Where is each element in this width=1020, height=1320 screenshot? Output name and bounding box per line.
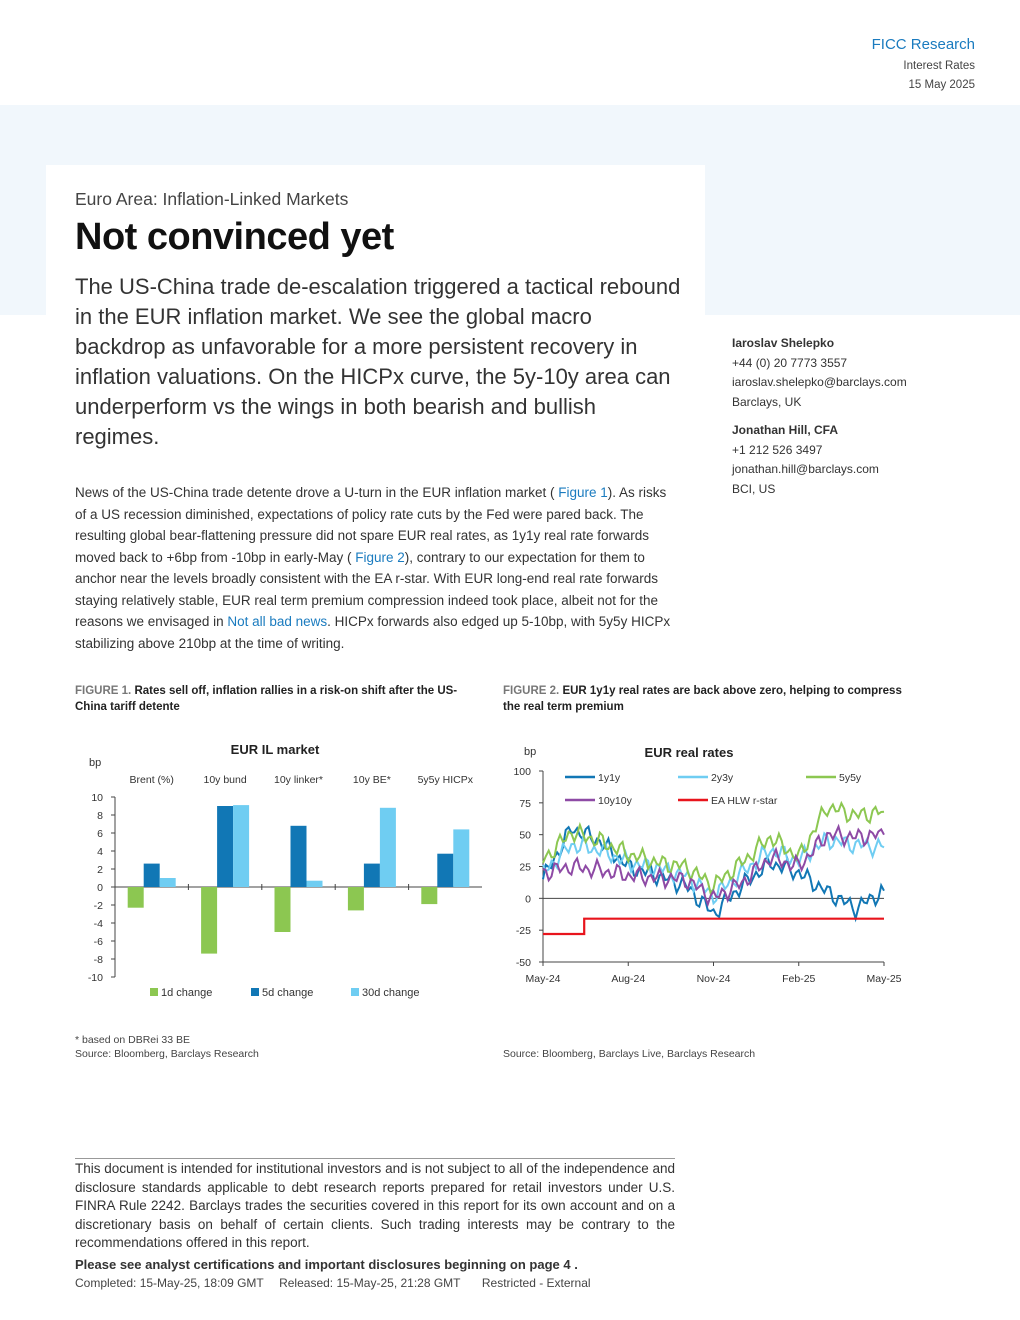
bar-30d-change <box>453 829 469 887</box>
y-tick-label: -25 <box>515 925 531 938</box>
author-name: Jonathan Hill, CFA <box>732 423 839 437</box>
body-paragraph <box>75 482 675 654</box>
figure-1-source: Source: Bloomberg, Barclays Research <box>75 1048 259 1060</box>
author-email[interactable]: jonathan.hill@barclays.com <box>732 462 879 476</box>
category-label: 10y bund <box>203 774 247 786</box>
x-tick-label: Nov-24 <box>696 973 731 985</box>
bar-1d-change <box>201 887 217 954</box>
category-label: 5y5y HICPx <box>417 774 474 786</box>
bar-5d-change <box>364 864 380 887</box>
y-tick-label: 10 <box>91 792 103 804</box>
kicker: Euro Area: Inflation-Linked Markets <box>75 189 349 209</box>
figure-caption-text: Rates sell off, inflation rallies in a risk-on shift after the US-China tariff detente <box>75 685 458 713</box>
body-text: ), contrary to our expectation for them to anchor near the levels broadly consistent with the EA r-star. With EUR long-end real rate forwards staying relatively stable, EUR real term premium compression indeed took place, albeit not for the reasons we envisaged in <box>75 549 659 629</box>
bar-1d-change <box>348 887 364 910</box>
y-tick-label: 4 <box>97 846 103 858</box>
x-tick-label: May-25 <box>866 973 902 985</box>
y-tick-label: 0 <box>525 893 531 906</box>
category-label: 10y linker* <box>273 774 324 786</box>
category-label: 10y BE* <box>352 774 391 786</box>
real-rates-line-chart <box>503 735 923 995</box>
bar-5d-change <box>217 806 233 887</box>
footer <box>75 1276 603 1290</box>
figure-2-caption <box>503 683 903 715</box>
chart-title: EUR real rates <box>644 745 734 760</box>
author-card <box>732 421 907 499</box>
bar-1d-change <box>128 887 144 908</box>
figure-2-source: Source: Bloomberg, Barclays Live, Barclays Research <box>503 1048 756 1060</box>
y-axis-label: bp <box>89 757 102 769</box>
bar-5d-change <box>437 854 453 887</box>
section-label: FICC Research <box>871 36 975 53</box>
y-tick-label: 0 <box>97 882 103 894</box>
author-email[interactable]: iaroslav.shelepko@barclays.com <box>732 375 907 389</box>
author-phone: +44 (0) 20 7773 3557 <box>732 355 848 370</box>
bar-1d-change <box>421 887 437 904</box>
author-phone: +1 212 526 3497 <box>732 442 823 457</box>
y-tick-label: 6 <box>97 828 103 840</box>
y-tick-label: -4 <box>93 918 103 930</box>
y-tick-label: 75 <box>519 797 531 810</box>
legend-label: EA HLW r-star <box>711 795 778 807</box>
figure-2-link[interactable]: Figure 2 <box>355 549 405 565</box>
figure-1-caption <box>75 683 485 715</box>
legend-label: 30d change <box>362 987 420 999</box>
report-header <box>872 36 975 95</box>
report-date: 15 May 2025 <box>908 79 975 91</box>
figure-1-footnote: * based on DBRei 33 BE <box>75 1034 190 1046</box>
il-market-bar-chart <box>75 735 495 1010</box>
y-tick-label: -2 <box>93 900 103 912</box>
y-tick-label: 50 <box>519 829 531 842</box>
author-entity: Barclays, UK <box>732 394 802 409</box>
legend-swatch <box>150 988 158 996</box>
author-entity: BCI, US <box>732 481 776 496</box>
body-text: ). As risks of a US recession diminished, expectations of policy rate cuts by the Fed were pared back. The resulting global bear-flattening pressure did not spare EUR real rates, as 1y1y real rate forwards moved back to +6bp from -10bp in early-May ( <box>75 485 667 565</box>
series-line-EA-HLW-r-star <box>543 919 884 934</box>
figure-number: FIGURE 1. <box>75 685 132 697</box>
disclaimer: This document is intended for institutional investors and is not subject to all of the independence and disclosure standards applicable to debt research reports prepared for retail investors under U.S. FINRA Rule 2242. Barclays trades the securities covered in this report for its own account and on a discretionary basis on behalf of certain clients. Such trading interests may be contrary to the recommendations offered in this report. <box>75 1161 675 1250</box>
y-tick-label: 100 <box>513 766 531 778</box>
legend-label: 1y1y <box>598 772 621 784</box>
bar-30d-change <box>307 881 323 887</box>
author-name: Iaroslav Shelepko <box>732 336 835 350</box>
legend-label: 5d change <box>262 987 314 999</box>
author-card <box>732 334 907 412</box>
y-tick-label: -10 <box>87 972 103 984</box>
bar-30d-change <box>160 878 176 887</box>
author-list <box>732 334 907 508</box>
x-tick-label: May-24 <box>525 973 561 985</box>
certifications-note: Please see analyst certifications and important disclosures beginning on page 4 . <box>75 1257 578 1272</box>
bar-5d-change <box>144 864 160 887</box>
bar-1d-change <box>275 887 291 932</box>
y-tick-label: 25 <box>519 861 531 874</box>
body-text: News of the US-China trade detente drove a U-turn in the EUR inflation market ( <box>75 485 559 500</box>
body-text: . HICPx forwards also edged up 5-10bp, with 5y5y HICPx stabilizing above 210bp at the time of writing. <box>75 614 671 651</box>
figure-number: FIGURE 2. <box>503 685 560 697</box>
y-axis-label: bp <box>524 746 537 758</box>
legend-swatch <box>351 988 359 996</box>
legend-swatch <box>251 988 259 996</box>
figure-1-link[interactable]: Figure 1 <box>558 485 608 500</box>
y-tick-label: -6 <box>93 936 103 948</box>
legend-label: 5y5y <box>839 772 862 784</box>
category-label: Brent (%) <box>129 774 174 786</box>
x-tick-label: Aug-24 <box>611 973 646 985</box>
bar-5d-change <box>291 826 307 887</box>
figure-caption-text: EUR 1y1y real rates are back above zero, helping to compress the real term premium <box>503 685 902 713</box>
report-link[interactable]: Not all bad news <box>227 614 328 629</box>
bar-30d-change <box>233 805 249 887</box>
y-tick-label: 2 <box>97 864 103 876</box>
released-time: Released: 15-May-25, 21:28 GMT <box>279 1276 461 1290</box>
y-tick-label: -8 <box>93 954 103 966</box>
chart-title: EUR IL market <box>230 742 320 757</box>
y-tick-label: 8 <box>97 810 103 822</box>
x-tick-label: Feb-25 <box>782 973 816 985</box>
legend-label: 1d change <box>161 987 213 999</box>
divider <box>75 1158 675 1159</box>
y-tick-label: -50 <box>515 957 531 969</box>
lead-paragraph: The US-China trade de-escalation triggered a tactical rebound in the EUR inflation market. We see the global macro backdrop as unfavorable for a more persistent recovery in inflation valuations. On the HICPx curve, the 5y-10y area can underperform vs the wings in both bearish and bullish regimes. <box>75 274 681 449</box>
completed-time: Completed: 15-May-25, 18:09 GMT <box>75 1276 264 1290</box>
series-line-10y10y <box>543 827 884 905</box>
legend-label: 2y3y <box>711 772 734 784</box>
category-label: Interest Rates <box>903 60 975 72</box>
bar-30d-change <box>380 808 396 887</box>
classification-label: Restricted - External <box>481 1276 591 1290</box>
page-title: Not convinced yet <box>75 216 394 258</box>
legend-label: 10y10y <box>598 795 632 807</box>
